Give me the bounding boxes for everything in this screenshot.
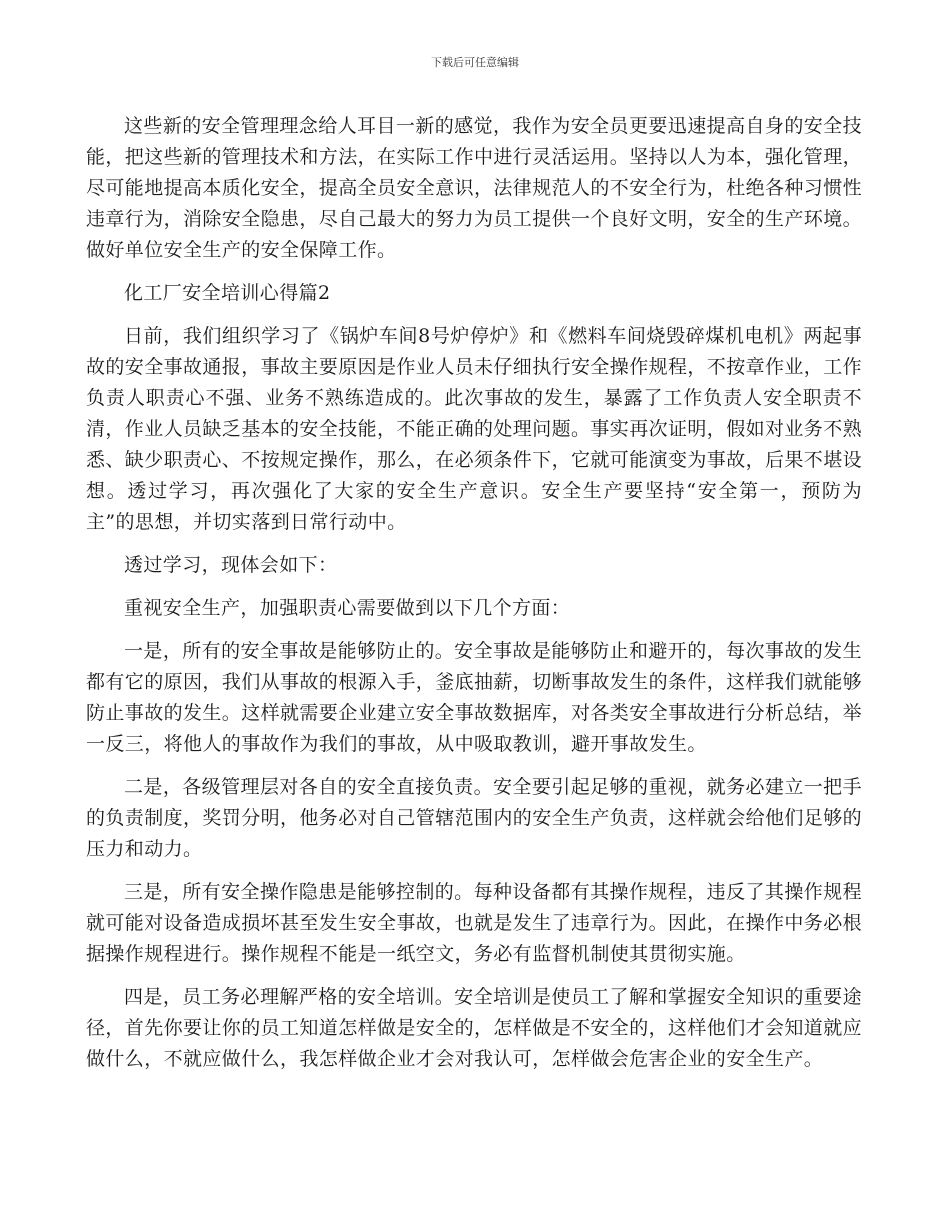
paragraph-aspects-intro: 重视安全生产，加强职责心需要做到以下几个方面： [124,597,571,619]
paragraph-incident-report: 日前，我们组织学习了《锅炉车间8号炉停炉》和《燃料车间烧毁碎煤机电机》两起事故的安全事故通报，事故主要原因是作业人员未仔细执行安全操作规程，不按章作业，工作负责人职责心不强、业务不熟练造成的。此次事故的发生，暴露了工作负责人安全职责不清，作业人员缺乏基本的安全技能，不能正确的处理问题。事实再次证明，假如对业务不熟悉、缺少职责心、不按规定操作，那么，在必须条件下，它就可能演变为事故，后果不堪设想。透过学习，再次强化了大家的安全生产意识。安全生产要坚持“安全第一，预防为主”的思想，并切实落到日常行动中。 [86,325,863,533]
paragraph-point-two: 二是，各级管理层对各自的安全直接负责。安全要引起足够的重视，就务必建立一把手的负责制度，奖罚分明，他务必对自己管辖范围内的安全生产负责，这样就会给他们足够的压力和动力。 [86,776,863,860]
paragraph-intro: 这些新的安全管理理念给人耳目一新的感觉，我作为安全员更要迅速提高自身的安全技能，把这些新的管理技术和方法，在实际工作中进行灵活运用。坚持以人为本，强化管理，尽可能地提高本质化安全，提高全员安全意识，法律规范人的不安全行为，杜绝各种习惯性违章行为，消除安全隐患，尽自己最大的努力为员工提供一个良好文明，安全的生产环境。做好单位安全生产的安全保障工作。 [86,115,863,261]
document-body [86,111,862,1087]
paragraph-point-three: 三是，所有安全操作隐患是能够控制的。每种设备都有其操作规程，违反了其操作规程就可能对设备造成损坏甚至发生安全事故，也就是发生了违章行为。因此，在操作中务必根据操作规程进行。操作规程不能是一纸空文，务必有监督机制使其贯彻实施。 [86,881,863,965]
section-heading: 化工厂安全培训心得篇2 [124,282,331,304]
paragraph-point-one: 一是，所有的安全事故是能够防止的。安全事故是能够防止和避开的，每次事故的发生都有它的原因，我们从事故的根源入手，釜底抽薪，切断事故发生的条件，这样我们就能够防止事故的发生。这样就需要企业建立安全事故数据库，对各类安全事故进行分析总结，举一反三，将他人的事故作为我们的事故，从中吸取教训，避开事故发生。 [86,640,863,755]
paragraph-point-four: 四是，员工务必理解严格的安全培训。安全培训是使员工了解和掌握安全知识的重要途径，首先你要让你的员工知道怎样做是安全的，怎样做是不安全的，这样他们才会知道就应做什么，不就应做什么，我怎样做企业才会对我认可，怎样做会危害企业的安全生产。 [86,986,863,1070]
page-header-note: 下载后可任意编辑 [431,56,519,69]
paragraph-learning-intro: 透过学习，现体会如下： [124,554,338,576]
